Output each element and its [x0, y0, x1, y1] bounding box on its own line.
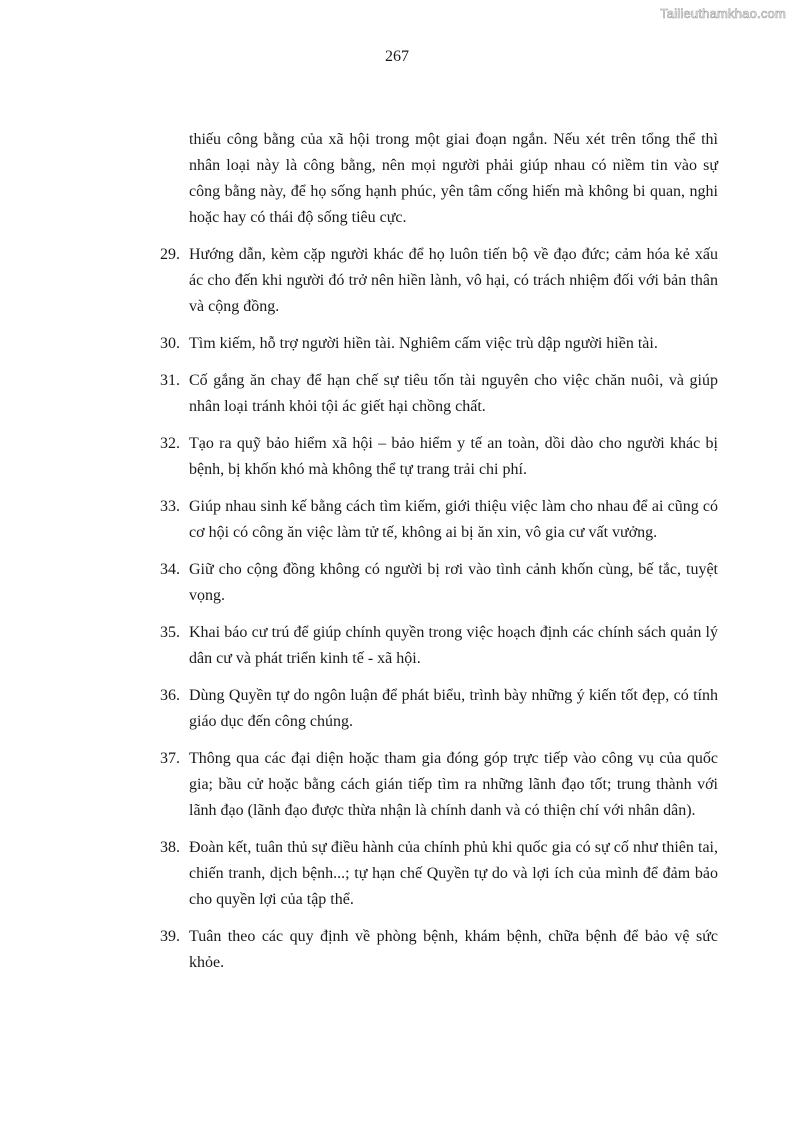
list-item — [160, 746, 718, 824]
list-item-number: 31. — [160, 372, 180, 389]
list-item-text: Tạo ra quỹ bảo hiểm xã hội – bảo hiểm y tế an toàn, dồi dào cho người khác bị bệnh, bị khốn khó mà không thể tự trang trải chi phí. — [189, 435, 718, 478]
list-item — [160, 924, 718, 976]
list-item-text: Giúp nhau sinh kế bằng cách tìm kiếm, giới thiệu việc làm cho nhau để ai cũng có cơ hội có công ăn việc làm tử tế, không ai bị ăn xin, vô gia cư vất vưởng. — [189, 498, 718, 541]
watermark: Tailieuthamkhao.com — [660, 6, 786, 21]
list-item-number: 39. — [160, 928, 180, 945]
list-item — [160, 331, 718, 357]
list-item-text: Khai báo cư trú để giúp chính quyền trong việc hoạch định các chính sách quản lý dân cư và phát triển kinh tế - xã hội. — [189, 624, 718, 667]
list-item — [160, 242, 718, 320]
list-item-number: 32. — [160, 435, 180, 452]
list-item — [160, 431, 718, 483]
list-item-text: Hướng dẫn, kèm cặp người khác để họ luôn tiến bộ về đạo đức; cảm hóa kẻ xấu ác cho đến khi người đó trở nên hiền lành, vô hại, có trách nhiệm đối với bản thân và cộng đồng. — [189, 246, 718, 315]
list-item-number: 38. — [160, 839, 180, 856]
list-item-number: 30. — [160, 335, 180, 352]
list-item-text: Tuân theo các quy định về phòng bệnh, khám bệnh, chữa bệnh để bảo vệ sức khỏe. — [189, 928, 718, 971]
list-item — [160, 620, 718, 672]
list-item — [160, 368, 718, 420]
list-item-text: Đoàn kết, tuân thủ sự điều hành của chính phủ khi quốc gia có sự cố như thiên tai, chiến tranh, dịch bệnh...; tự hạn chế Quyền tự do và lợi ích của mình để đảm bảo cho quyền lợi của tập thể. — [189, 839, 718, 908]
page-number: 267 — [385, 48, 409, 65]
list-item-number: 35. — [160, 624, 180, 641]
list-item-text: Thông qua các đại diện hoặc tham gia đóng góp trực tiếp vào công vụ của quốc gia; bầu cử hoặc bằng cách gián tiếp tìm ra những lãnh đạo tốt; trung thành với lãnh đạo (lãnh đạo được thừa nhận là chính danh và có thiện chí với nhân dân). — [189, 750, 718, 819]
list-item — [160, 494, 718, 546]
list-item-number: 37. — [160, 750, 180, 767]
list-item — [160, 683, 718, 735]
list-item-text: Dùng Quyền tự do ngôn luận để phát biểu, trình bày những ý kiến tốt đẹp, có tính giáo dục đến công chúng. — [189, 687, 718, 730]
list-item-number: 34. — [160, 561, 180, 578]
list-item — [160, 557, 718, 609]
list-item-number: 36. — [160, 687, 180, 704]
list-item-number: 33. — [160, 498, 180, 515]
list-item-text: Tìm kiếm, hỗ trợ người hiền tài. Nghiêm cấm việc trù dập người hiền tài. — [189, 335, 658, 352]
document-body — [160, 127, 718, 987]
list-item — [160, 835, 718, 913]
list-item-text: Cố gắng ăn chay để hạn chế sự tiêu tốn tài nguyên cho việc chăn nuôi, và giúp nhân loại tránh khỏi tội ác giết hại chồng chất. — [189, 372, 718, 415]
list-item-text: Giữ cho cộng đồng không có người bị rơi vào tình cảnh khốn cùng, bế tắc, tuyệt vọng. — [189, 561, 718, 604]
continuation-paragraph: thiếu công bằng của xã hội trong một giai đoạn ngắn. Nếu xét trên tổng thể thì nhân loại này là công bằng, nên mọi người phải giúp nhau có niềm tin vào sự công bằng này, để họ sống hạnh phúc, yên tâm cống hiến mà không bi quan, nghi hoặc hay có thái độ sống tiêu cực. — [189, 131, 718, 226]
list-item-number: 29. — [160, 246, 180, 263]
